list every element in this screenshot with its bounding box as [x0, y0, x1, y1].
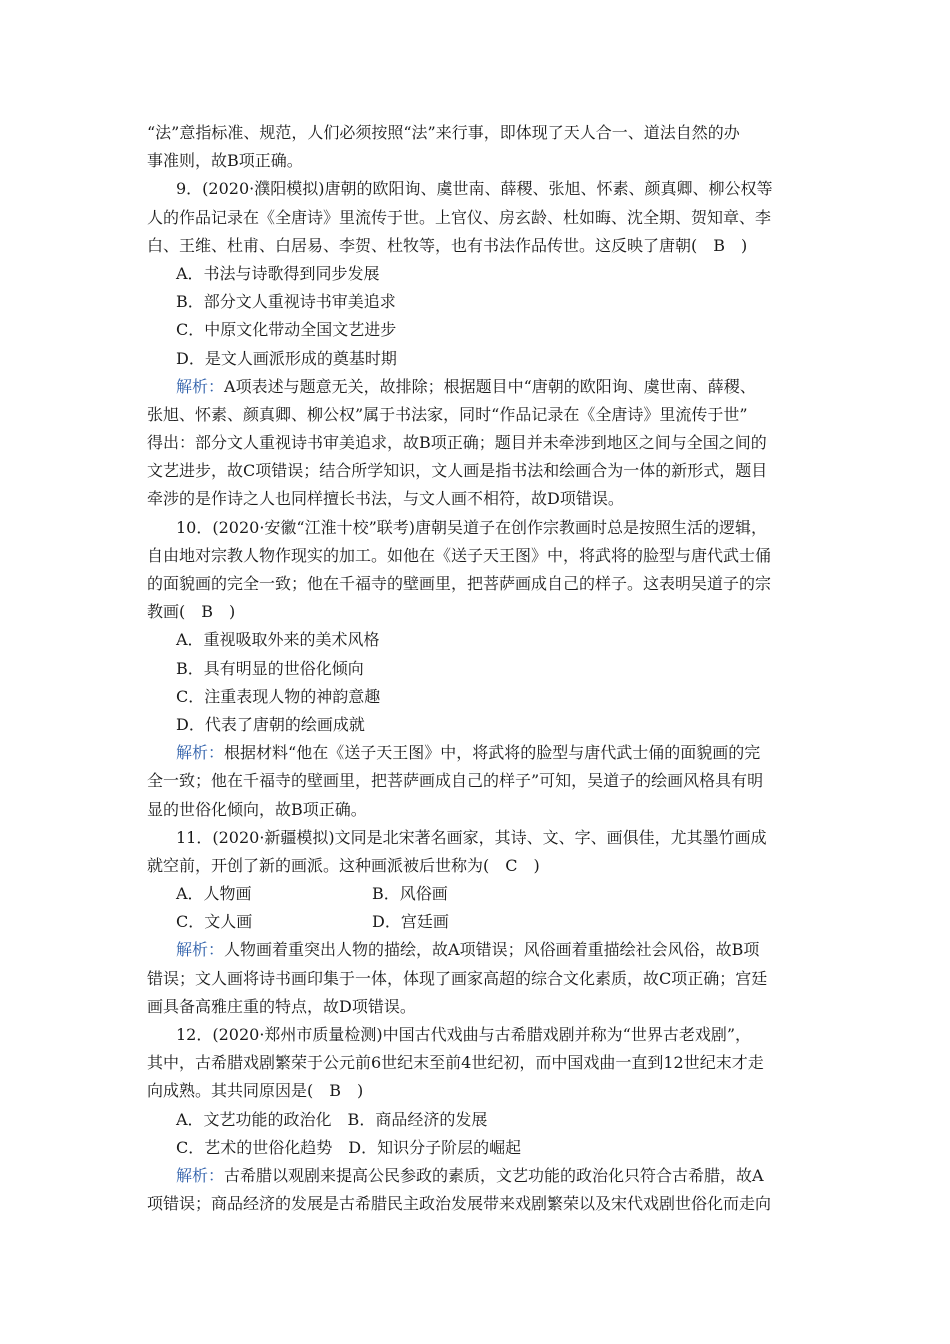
- text-line: [147, 767, 807, 795]
- option-right: B．风俗画: [372, 884, 448, 904]
- text-line: [147, 457, 807, 485]
- analysis-label: 解析：: [176, 743, 225, 763]
- option-row: [147, 908, 807, 936]
- line-text: 教画( B ): [147, 602, 236, 622]
- text-line: [147, 260, 807, 288]
- line-text: A．文艺功能的政治化 B．商品经济的发展: [176, 1109, 488, 1129]
- line-text: A．重视吸取外来的美术风格: [176, 630, 380, 650]
- text-line: [147, 204, 807, 232]
- line-text: 根据材料“他在《送子天王图》中，将武将的脸型与唐代武士俑的面貌画的完: [224, 743, 761, 763]
- text-line: [147, 655, 807, 683]
- line-text: 其中，古希腊戏剧繁荣于公元前6世纪末至前4世纪初，而中国戏曲一直到12世纪末才走: [147, 1053, 764, 1073]
- text-line: [147, 1190, 807, 1218]
- line-text: 就空前，开创了新的画派。这种画派被后世称为( C ): [147, 855, 540, 875]
- line-text: 12．(2020·郑州市质量检测)中国古代戏曲与古希腊戏剧并称为“世界古老戏剧”，: [176, 1025, 752, 1044]
- line-text: 人的作品记录在《全唐诗》里流传于世。上官仪、房玄龄、杜如晦、沈全期、贺知章、李: [147, 207, 772, 227]
- analysis-label: 解析：: [176, 376, 225, 396]
- option-left: C．文人画: [176, 912, 253, 932]
- analysis-label: 解析：: [176, 1165, 225, 1185]
- text-line: [147, 626, 807, 654]
- text-line: [147, 824, 807, 852]
- line-text: 向成熟。其共同原因是( B ): [147, 1081, 364, 1101]
- text-line: [147, 119, 807, 147]
- line-text: D．是文人画派形成的奠基时期: [176, 348, 397, 368]
- text-line: [147, 1049, 807, 1077]
- line-text: 的面貌画的完全一致；他在千福寺的壁画里，把菩萨画成自己的样子。这表明吴道子的宗: [147, 574, 772, 593]
- analysis-label: 解析：: [176, 940, 225, 960]
- line-text: 项错误；商品经济的发展是古希腊民主政治发展带来戏剧繁荣以及宋代戏剧世俗化而走向: [147, 1194, 772, 1214]
- text-line: [147, 1134, 807, 1162]
- text-line: [147, 852, 807, 880]
- text-line: [147, 683, 807, 711]
- text-line: [147, 711, 807, 739]
- option-right: D．宫廷画: [372, 912, 449, 932]
- text-line: [147, 542, 807, 570]
- line-text: 事准则，故B项正确。: [147, 151, 303, 171]
- line-text: 人物画着重突出人物的描绘，故A项错误；风俗画着重描绘社会风俗，故B项: [224, 940, 760, 960]
- text-line: [147, 598, 807, 626]
- line-text: 自由地对宗教人物作现实的加工。如他在《送子天王图》中，将武将的脸型与唐代武士俑: [147, 545, 772, 565]
- line-text: 画具备高雅庄重的特点，故D项错误。: [147, 996, 416, 1016]
- analysis-line: [147, 1162, 807, 1190]
- option-row: [147, 880, 807, 908]
- line-text: A．书法与诗歌得到同步发展: [176, 263, 380, 283]
- line-text: C．中原文化带动全国文艺进步: [176, 320, 397, 340]
- text-line: [147, 570, 807, 598]
- text-line: [147, 147, 807, 175]
- line-text: 10．(2020·安徽“江淮十校”联考)唐朝吴道子在创作宗教画时总是按照生活的逻辑，: [176, 517, 768, 537]
- text-line: [147, 1077, 807, 1105]
- text-line: [147, 514, 807, 542]
- line-text: 错误；文人画将诗书画印集于一体，体现了画家高超的综合文化素质，故C项正确；宫廷: [147, 968, 768, 988]
- text-line: [147, 175, 807, 203]
- line-text: 牵涉的是作诗之人也同样擅长书法，与文人画不相符，故D项错误。: [147, 489, 624, 509]
- text-line: [147, 1021, 807, 1049]
- line-text: B．具有明显的世俗化倾向: [176, 658, 364, 678]
- line-text: 文艺进步，故C项错误；结合所学知识，文人画是指书法和绘画合为一体的新形式，题目: [147, 461, 768, 481]
- analysis-line: [147, 373, 807, 401]
- text-line: [147, 401, 807, 429]
- text-line: [147, 485, 807, 513]
- line-text: “法”意指标准、规范，人们必须按照“法”来行事，即体现了天人合一、道法自然的办: [147, 123, 740, 142]
- analysis-line: [147, 739, 807, 767]
- line-text: C．注重表现人物的神韵意趣: [176, 686, 381, 706]
- text-line: [147, 288, 807, 316]
- line-text: A项表述与题意无关，故排除；根据题目中“唐朝的欧阳询、虞世南、薛稷、: [224, 376, 756, 396]
- line-text: 全一致；他在千福寺的壁画里，把菩萨画成自己的样子”可知，吴道子的绘画风格具有明: [147, 771, 764, 791]
- option-left: A．人物画: [176, 884, 252, 904]
- line-text: 11．(2020·新疆模拟)文同是北宋著名画家，其诗、文、字、画俱佳，尤其墨竹画成: [176, 827, 767, 847]
- line-text: C．艺术的世俗化趋势 D．知识分子阶层的崛起: [176, 1137, 522, 1157]
- text-line: [147, 232, 807, 260]
- line-text: D．代表了唐朝的绘画成就: [176, 714, 365, 734]
- line-text: 9．(2020·濮阳模拟)唐朝的欧阳询、虞世南、薛稷、张旭、怀素、颜真卿、柳公权等: [176, 179, 773, 199]
- text-line: [147, 316, 807, 344]
- line-text: 张旭、怀素、颜真卿、柳公权”属于书法家，同时“作品记录在《全唐诗》里流传于世”: [147, 404, 748, 424]
- text-line: [147, 965, 807, 993]
- line-text: 古希腊以观剧来提高公民参政的素质，文艺功能的政治化只符合古希腊，故A: [224, 1165, 764, 1185]
- line-text: B．部分文人重视诗书审美追求: [176, 292, 396, 312]
- text-line: [147, 1106, 807, 1134]
- analysis-line: [147, 936, 807, 964]
- line-text: 显的世俗化倾向，故B项正确。: [147, 799, 367, 819]
- line-text: 白、王维、杜甫、白居易、李贺、杜牧等，也有书法作品传世。这反映了唐朝( B ): [147, 235, 748, 255]
- document-body: [147, 119, 807, 1218]
- text-line: [147, 345, 807, 373]
- line-text: 得出：部分文人重视诗书审美追求，故B项正确；题目并未牵涉到地区之间与全国之间的: [147, 433, 767, 453]
- text-line: [147, 429, 807, 457]
- text-line: [147, 993, 807, 1021]
- text-line: [147, 796, 807, 824]
